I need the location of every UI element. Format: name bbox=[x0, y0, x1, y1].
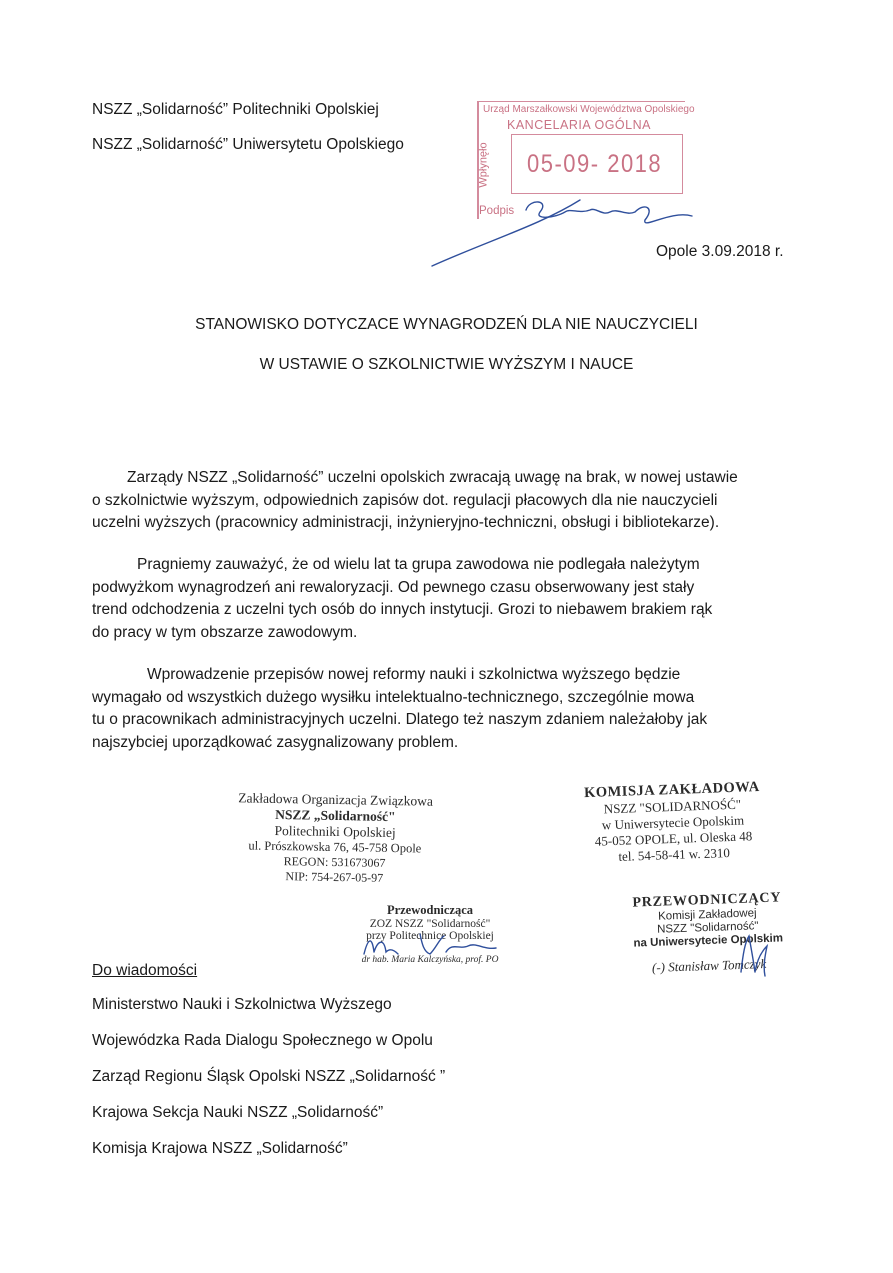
stamp-left-org: Zakładowa Organizacja Związkowa bbox=[238, 790, 434, 809]
chairman-signature-icon bbox=[735, 932, 775, 982]
stamp-right-union: NSZZ "SOLIDARNOŚĆ" bbox=[603, 796, 742, 817]
stamp-department: KANCELARIA OGÓLNA bbox=[507, 118, 651, 132]
stamp-left-address: ul. Prószkowska 76, 45-758 Opole bbox=[248, 838, 422, 856]
stamp-right-name: (-) Stanisław Tomczyk bbox=[651, 955, 767, 975]
stamp-received-label: Wpłynęło bbox=[477, 142, 490, 188]
stamp-politechnika bbox=[209, 790, 461, 887]
stamp-right-at: na Uniwersytecie Opolskim bbox=[633, 932, 784, 950]
stamp-left-regon: REGON: 531673067 bbox=[283, 854, 386, 870]
recipient-item: Zarząd Regionu Śląsk Opolski NSZZ „Solidarność ” bbox=[92, 1068, 446, 1085]
distribution-list bbox=[92, 996, 445, 1176]
stamp-right-org-2: NSZZ "Solidarność" bbox=[656, 920, 759, 936]
paragraph-2-line: trend odchodzenia z uczelni tych osób do innych instytucji. Grozi to niebawem brakiem rąk bbox=[92, 601, 713, 619]
stamp-left-nip: NIP: 754-267-05-97 bbox=[285, 869, 384, 885]
sender-uniwersytet: NSZZ „Solidarność” Uniwersytetu Opolskiego bbox=[92, 136, 404, 153]
recipient-item: Ministerstwo Nauki i Szkolnictwa Wyższego bbox=[92, 996, 392, 1013]
paragraph-1-line: Zarządy NSZZ „Solidarność” uczelni opolskich zwracają uwagę na brak, w nowej ustawie bbox=[127, 469, 738, 486]
stamp-left-sig-at: przy Politechnice Opolskiej bbox=[366, 930, 494, 942]
paragraph-1 bbox=[92, 467, 738, 535]
sender-politechnika: NSZZ „Solidarność” Politechniki Opolskiej bbox=[92, 101, 379, 118]
paragraph-3-line: tu o pracownikach administracyjnych uczelni. Dlatego też naszym zdaniem należałoby jak bbox=[92, 711, 708, 729]
recipient-item: Wojewódzka Rada Dialogu Społecznego w Opolu bbox=[92, 1032, 433, 1049]
paragraph-1-line: uczelni wyższych (pracownicy administracji, inżynieryjno-techniczni, obsługi i bibliotekarze). bbox=[92, 514, 720, 532]
stamp-uniwersytet bbox=[547, 778, 800, 868]
stamp-left-university: Politechniki Opolskiej bbox=[274, 822, 396, 841]
stamp-left-role: Przewodnicząca bbox=[386, 903, 474, 917]
paragraph-2-line: podwyżkom wynagrodzeń ani rewaloryzacji. Od pewnego czasu obserwowany jest stały bbox=[92, 578, 695, 596]
stamp-left-sig-org: ZOZ NSZZ "Solidarność" bbox=[369, 918, 491, 930]
stamp-right-role: PRZEWODNICZĄCY bbox=[632, 890, 782, 911]
place-date: Opole 3.09.2018 r. bbox=[656, 243, 784, 260]
paragraph-2-line: do pracy w tym obszarze zawodowym. bbox=[92, 623, 358, 641]
paragraph-3-line: najszybciej uporządkować zasygnalizowany problem. bbox=[92, 733, 459, 751]
recipient-item: Krajowa Sekcja Nauki NSZZ „Solidarność” bbox=[92, 1104, 384, 1121]
stamp-right-address: 45-052 OPOLE, ul. Oleska 48 bbox=[594, 828, 753, 849]
stamp-left-sig-name: dr hab. Maria Kalczyńska, prof. PO bbox=[361, 955, 499, 965]
stamp-office: Urząd Marszałkowski Województwa Opolskiego bbox=[483, 104, 695, 115]
title-line-1: STANOWISKO DOTYCZACE WYNAGRODZEŃ DLA NIE NAUCZYCIELI bbox=[195, 316, 698, 333]
stamp-signature-label: Podpis bbox=[479, 205, 515, 217]
paragraph-3-line: Wprowadzenie przepisów nowej reformy nauki i szkolnictwa wyższego będzie bbox=[147, 666, 681, 683]
stamp-right-org-1: Komisji Zakładowej bbox=[657, 907, 757, 923]
stamp-right-phone: tel. 54-58-41 w. 2310 bbox=[618, 845, 731, 864]
stamp-left-union: NSZZ „Solidarność" bbox=[275, 806, 396, 825]
recipient-item: Komisja Krajowa NSZZ „Solidarność” bbox=[92, 1140, 348, 1157]
paragraph-3 bbox=[92, 664, 707, 754]
paragraph-3-line: wymagało od wszystkich dużego wysiłku intelektualno-technicznego, szczególnie mowa bbox=[92, 688, 695, 706]
paragraph-2 bbox=[92, 554, 712, 644]
stamp-chairman bbox=[597, 889, 820, 978]
paragraph-2-line: Pragniemy zauważyć, że od wielu lat ta grupa zawodowa nie podlegała należytym bbox=[137, 556, 700, 573]
stamp-right-at: w Uniwersytecie Opolskim bbox=[601, 812, 745, 833]
title-line-2: W USTAWIE O SZKOLNICTWIE WYŻSZYM I NAUCE bbox=[259, 356, 634, 373]
stamp-date: 05-09- 2018 bbox=[527, 149, 663, 178]
chairwoman-signature-icon bbox=[360, 928, 500, 962]
distribution-heading: Do wiadomości bbox=[92, 962, 198, 979]
stamp-right-title: KOMISJA ZAKŁADOWA bbox=[583, 778, 760, 802]
paragraph-1-line: o szkolnictwie wyższym, odpowiednich zapisów dot. regulacji płacowych dla nie nauczycieli bbox=[92, 491, 718, 509]
